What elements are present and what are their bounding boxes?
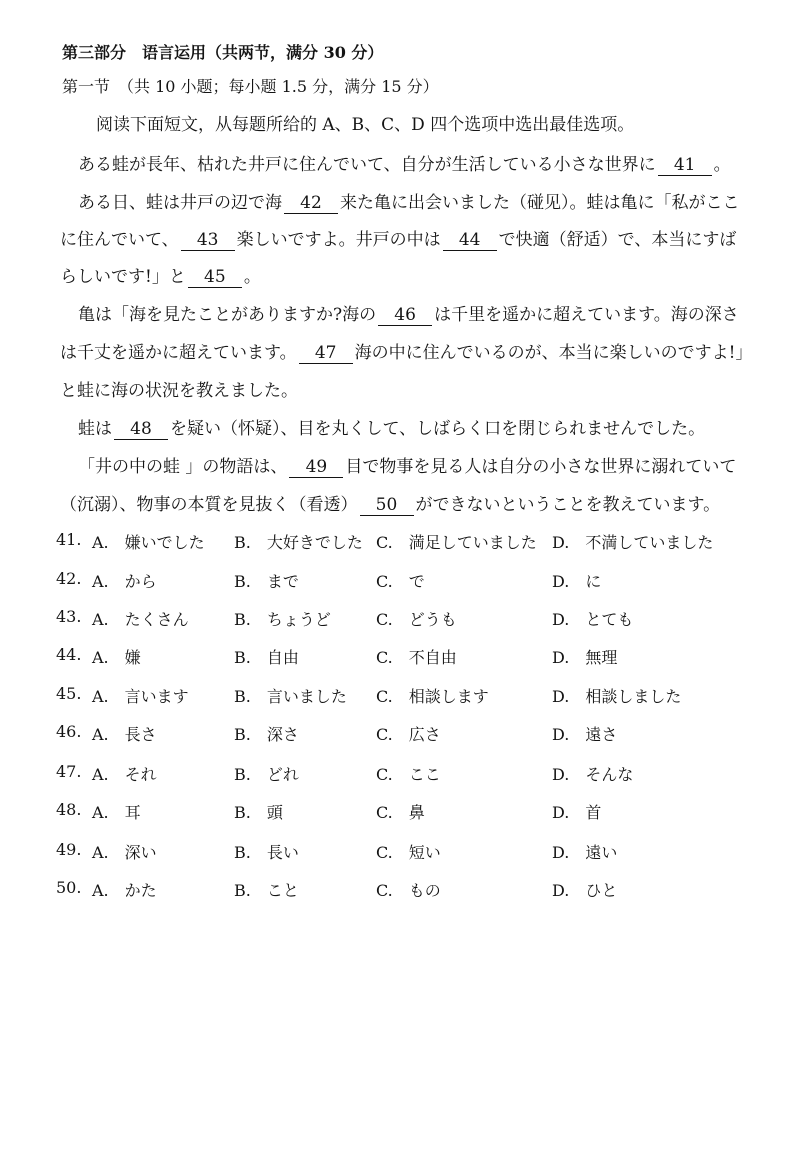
option-c: C. 不自由	[376, 648, 457, 667]
blank-48: 48	[114, 420, 168, 440]
blank-44: 44	[443, 231, 497, 251]
question-row: 48. A. 耳 B. 頭 C. 鼻 D. 首	[56, 800, 602, 822]
blank-47: 47	[299, 344, 353, 364]
option-c: C. 短い	[376, 843, 441, 862]
passage-line-5: 亀は「海を見たことがありますか?海の 46 は千里を遥かに超えています。海の深さ	[78, 305, 739, 325]
option-a: A. かた	[92, 881, 157, 900]
option-b: B. 言いました	[234, 687, 347, 706]
option-d: D. 首	[552, 803, 602, 822]
option-c: C. もの	[376, 881, 441, 900]
question-row: 49. A. 深い B. 長い C. 短い D. 遠い	[56, 840, 618, 862]
question-row: 47. A. それ B. どれ C. ここ D. そんな	[56, 762, 634, 784]
option-b: B. 長い	[234, 843, 299, 862]
instructions: 阅读下面短文，从每题所给的 A、B、C、D 四个选项中选出最佳选项。	[96, 115, 635, 135]
option-a: A. 言います	[92, 687, 189, 706]
option-c: C. 広さ	[376, 725, 441, 744]
option-a: A. 深い	[92, 843, 157, 862]
question-row: 46. A. 長さ B. 深さ C. 広さ D. 遠さ	[56, 722, 618, 744]
passage-line-1: ある蛙が長年、枯れた井戸に住んでいて、自分が生活している小さな世界に 41 。	[78, 155, 731, 175]
option-b: B. ちょうど	[234, 610, 331, 629]
option-a: A. 嫌	[92, 648, 141, 667]
passage-line-9: 「井の中の蛙 」の物語は、 49 目で物事を見る人は自分の小さな世界に溺れていて	[78, 457, 737, 477]
passage-line-8: 蛙は 48 を疑い（怀疑）、目を丸くして、しばらく口を閉じられませんでした。	[78, 419, 706, 439]
question-row: 50. A. かた B. こと C. もの D. ひと	[56, 878, 618, 900]
blank-41: 41	[658, 156, 712, 176]
option-d: D. そんな	[552, 765, 634, 784]
passage-line-6: は千丈を遥かに超えています。 47 海の中に住んでいるのが、本当に楽しいのですよ!」	[60, 343, 753, 363]
question-row: 41. A. 嫌いでした B. 大好きでした C. 満足していました D. 不満していました	[56, 530, 714, 552]
option-d: D. 遠さ	[552, 725, 618, 744]
option-b: B. 頭	[234, 803, 283, 822]
option-d: D. 不満していました	[552, 533, 714, 552]
option-b: B. 自由	[234, 648, 299, 667]
passage-line-3: に住んでいて、 43 楽しいですよ。井戸の中は 44 で快適（舒适）で、本当にすば	[60, 230, 737, 250]
question-row: 45. A. 言います B. 言いました C. 相談します D. 相談しました	[56, 684, 682, 706]
option-b: B. こと	[234, 881, 299, 900]
option-d: D. 相談しました	[552, 687, 682, 706]
option-a: A. それ	[92, 765, 157, 784]
blank-42: 42	[284, 194, 338, 214]
option-c: C. 鼻	[376, 803, 425, 822]
passage-line-2: ある日、蛙は井戸の辺で海 42 来た亀に出会いました（碰见）。蛙は亀に「私がここ	[78, 193, 740, 213]
option-d: D. とても	[552, 610, 634, 629]
option-b: B. どれ	[234, 765, 299, 784]
option-c: C. ここ	[376, 765, 441, 784]
blank-46: 46	[378, 306, 432, 326]
option-a: A. たくさん	[92, 610, 189, 629]
option-a: A. から	[92, 572, 157, 591]
question-row: 42. A. から B. まで C. で D. に	[56, 569, 602, 591]
option-c: C. どうも	[376, 610, 457, 629]
option-d: D. に	[552, 572, 602, 591]
option-b: B. まで	[234, 572, 299, 591]
option-a: A. 耳	[92, 803, 141, 822]
option-b: B. 大好きでした	[234, 533, 363, 552]
option-b: B. 深さ	[234, 725, 299, 744]
passage-line-4: らしいです!」と 45 。	[60, 267, 261, 287]
blank-49: 49	[289, 458, 343, 478]
blank-50: 50	[360, 496, 414, 516]
option-d: D. 遠い	[552, 843, 618, 862]
option-c: C. 相談します	[376, 687, 489, 706]
option-a: A. 嫌いでした	[92, 533, 205, 552]
question-row: 44. A. 嫌 B. 自由 C. 不自由 D. 無理	[56, 645, 618, 667]
option-a: A. 長さ	[92, 725, 157, 744]
subsection-title: 第一节 （共 10 小题；每小题 1.5 分，满分 15 分）	[62, 77, 439, 96]
section-title: 第三部分 语言运用（共两节，满分 30 分）	[62, 43, 384, 62]
option-c: C. 満足していました	[376, 533, 537, 552]
option-d: D. 無理	[552, 648, 618, 667]
blank-43: 43	[181, 231, 235, 251]
passage-line-7: と蛙に海の状況を教えました。	[60, 381, 298, 401]
passage-line-10: （沉溺）、物事の本質を見抜く（看透） 50 ができないということを教えています。	[60, 495, 721, 515]
blank-45: 45	[188, 268, 242, 288]
option-d: D. ひと	[552, 881, 618, 900]
question-row: 43. A. たくさん B. ちょうど C. どうも D. とても	[56, 607, 634, 629]
option-c: C. で	[376, 572, 425, 591]
